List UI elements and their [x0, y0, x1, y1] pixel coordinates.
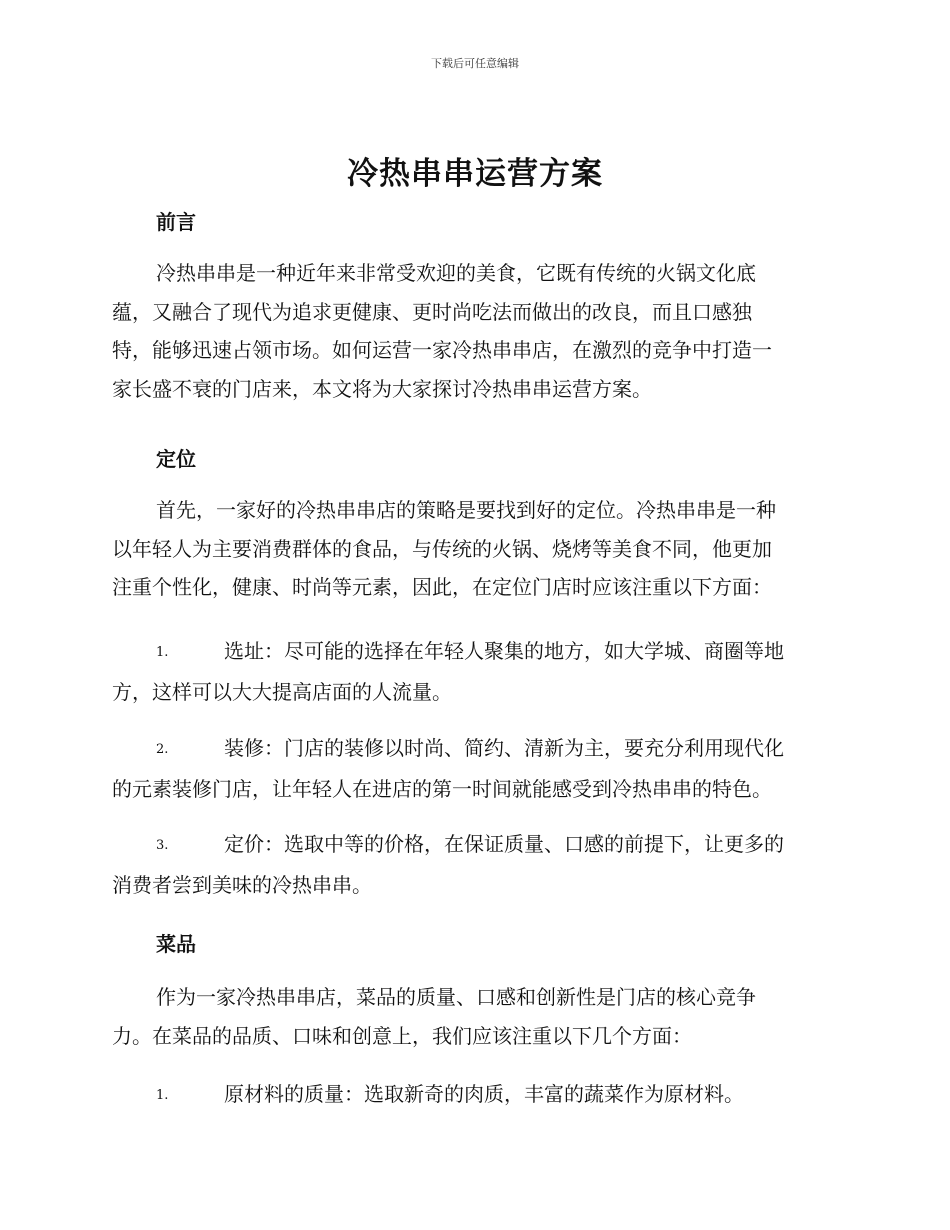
list-item — [112, 632, 836, 711]
section-heading-dishes: 菜品 — [156, 932, 196, 956]
paragraph-line: 家长盛不衰的门店来，本文将为大家探讨冷热串串运营方案。 — [112, 376, 652, 401]
paragraph-line: 以年轻人为主要消费群体的食品，与传统的火锅、烧烤等美食不同，他更加 — [112, 536, 772, 561]
paragraph-line: 蕴，又融合了现代为追求更健康、更时尚吃法而做出的改良，而且口感独 — [112, 299, 752, 324]
paragraph-line: 力。在菜品的品质、口味和创意上，我们应该注重以下几个方面： — [112, 1023, 692, 1048]
header-note: 下载后可任意编辑 — [431, 57, 519, 70]
list-number: 2. — [156, 742, 169, 757]
paragraph-line: 首先，一家好的冷热串串店的策略是要找到好的定位。冷热串串是一种 — [156, 498, 776, 522]
preface-paragraph — [112, 254, 836, 408]
list-item-first-line: 1. 原材料的质量：选取新奇的肉质，丰富的蔬菜作为原材料。 — [112, 1075, 836, 1116]
dishes-paragraph — [112, 978, 836, 1055]
document-title: 冷热串串运营方案 — [347, 156, 603, 192]
paragraph-line: 注重个性化，健康、时尚等元素，因此，在定位门店时应该注重以下方面： — [112, 575, 772, 599]
list-number: 1. — [156, 1088, 169, 1103]
list-item-continuation: 的元素装修门店，让年轻人在进店的第一时间就能感受到冷热串串的特色。 — [112, 776, 772, 801]
list-item — [112, 1075, 836, 1116]
list-item — [112, 825, 836, 904]
paragraph-line: 冷热串串是一种近年来非常受欢迎的美食，它既有传统的火锅文化底 — [156, 261, 756, 285]
list-item-first-line: 1. 选址：尽可能的选择在年轻人聚集的地方，如大学城、商圈等地 — [112, 632, 836, 673]
section-heading-preface: 前言 — [156, 210, 196, 234]
section-heading-positioning: 定位 — [156, 447, 196, 471]
list-number: 1. — [156, 645, 169, 660]
list-item-first-line: 3. 定价：选取中等的价格，在保证质量、口感的前提下，让更多的 — [112, 825, 836, 866]
list-item-first-line: 2. 装修：门店的装修以时尚、简约、清新为主，要充分利用现代化 — [112, 729, 836, 770]
paragraph-line: 作为一家冷热串串店，菜品的质量、口感和创新性是门店的核心竞争 — [156, 985, 756, 1009]
paragraph-line: 特，能够迅速占领市场。如何运营一家冷热串串店，在激烈的竞争中打造一 — [112, 338, 772, 362]
list-item-continuation: 消费者尝到美味的冷热串串。 — [112, 872, 372, 897]
list-number: 3. — [156, 838, 169, 853]
list-item — [112, 729, 836, 808]
list-item-continuation: 方，这样可以大大提高店面的人流量。 — [112, 679, 452, 704]
positioning-paragraph — [112, 491, 836, 607]
